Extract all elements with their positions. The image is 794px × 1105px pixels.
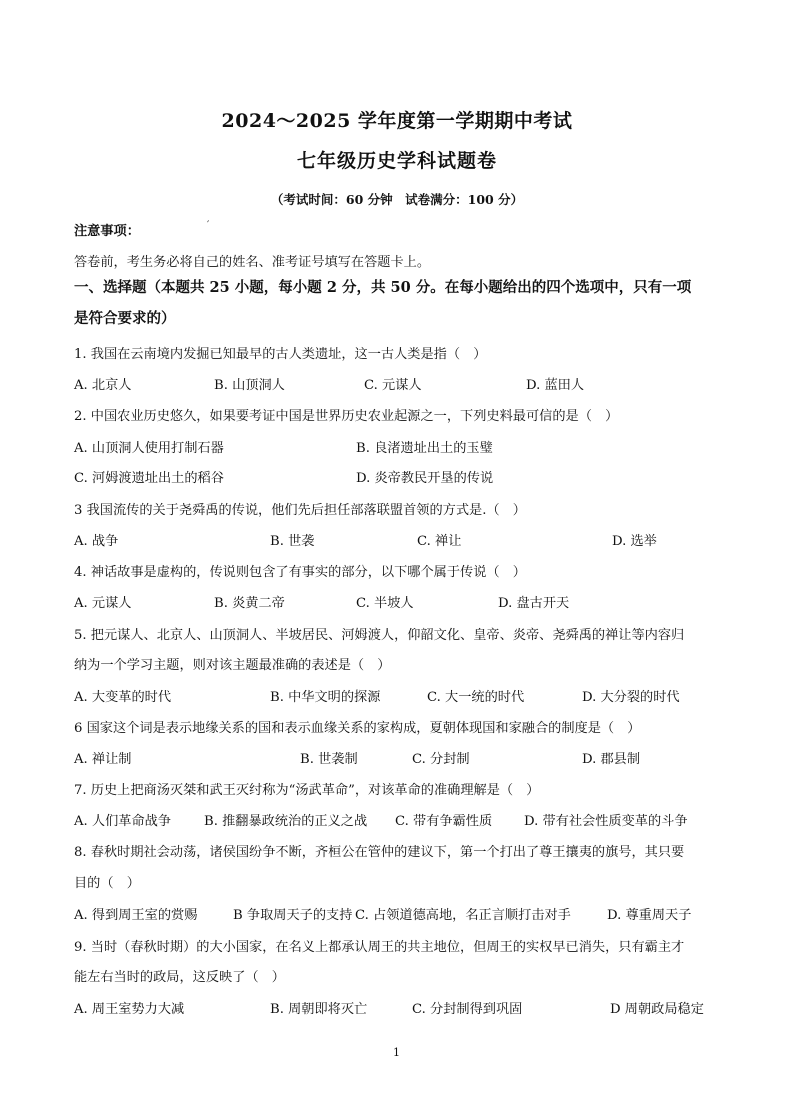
stray-mark: ′ [207, 220, 210, 231]
option-6a: A. 禅让制 [74, 752, 132, 767]
option-1c: C. 元谋人 [364, 378, 422, 393]
option-1a: A. 北京人 [74, 378, 132, 393]
option-2d: D. 炎帝教民开垦的传说 [356, 471, 494, 486]
option-8a: A. 得到周王室的赏赐 [74, 908, 198, 923]
option-7c: C. 带有争霸性质 [395, 814, 493, 829]
page-number: 1 [393, 1046, 400, 1059]
option-9a: A. 周王室势力大减 [74, 1002, 185, 1017]
option-8c: C. 占领道德高地，名正言顺打击对手 [355, 908, 571, 923]
option-5c: C. 大一统的时代 [427, 690, 525, 705]
option-5b: B. 中华文明的探源 [270, 690, 381, 705]
option-9b: B. 周朝即将灭亡 [270, 1002, 368, 1017]
question-7: 7. 历史上把商汤灭桀和武王灭纣称为“汤武革命”，对该革命的准确理解是（ ） [74, 783, 540, 798]
option-1b: B. 山顶洞人 [214, 378, 285, 393]
question-2: 2. 中国农业历史悠久，如果要考证中国是世界历史农业起源之一，下列史料最可信的是（ ） [74, 409, 619, 424]
option-2a: A. 山顶洞人使用打制石器 [74, 441, 224, 456]
section-heading: 一、选择题（本题共 25 小题，每小题 2 分，共 50 分。在每小题给出的四个选项中，只有一项 [74, 279, 692, 296]
option-6c: C. 分封制 [412, 752, 470, 767]
question-6: 6 国家这个词是表示地缘关系的国和表示血缘关系的家构成，夏朝体现国和家融合的制度是（ ） [74, 721, 641, 736]
option-4a: A. 元谋人 [74, 596, 132, 611]
option-6d: D. 郡县制 [582, 752, 641, 767]
option-4b: B. 炎黄二帝 [214, 596, 285, 611]
exam-info: （考试时间：60 分钟 试卷满分：100 分） [270, 192, 524, 207]
notes-label: 注意事项： [74, 224, 140, 239]
option-8b: B 争取周天子的支持 [233, 908, 353, 923]
option-9d: D 周朝政局稳定 [610, 1002, 704, 1017]
option-7a: A. 人们革命战争 [74, 814, 172, 829]
question-5: 5. 把元谋人、北京人、山顶洞人、半坡居民、河姆渡人，仰韶文化、皇帝、炎帝、尧舜禹的禅让等内容归 [74, 628, 685, 643]
option-8d: D. 尊重周天子 [607, 908, 692, 923]
option-3b: B. 世袭 [270, 534, 315, 549]
option-1d: D. 蓝田人 [526, 378, 585, 393]
option-5a: A. 大变革的时代 [74, 690, 172, 705]
question-8: 8. 春秋时期社会动荡，诸侯国纷争不断，齐桓公在管仲的建议下，第一个打出了尊王攘夷的旗号，其只要 [74, 845, 685, 860]
question-9: 9. 当时（春秋时期）的大小国家，在名义上都承认周王的共主地位，但周王的实权早已消失，只有霸主才 [74, 940, 685, 955]
notes-text: 答卷前，考生务必将自己的姓名、准考证号填写在答题卡上。 [74, 255, 431, 270]
option-3a: A. 战争 [74, 534, 119, 549]
question-3: 3 我国流传的关于尧舜禹的传说，他们先后担任部落联盟首领的方式是.（ ） [74, 503, 526, 518]
option-6b: B. 世袭制 [300, 752, 358, 767]
exam-title: 2024～2025 学年度第一学期期中考试 [221, 110, 573, 132]
option-5d: D. 大分裂的时代 [582, 690, 680, 705]
question-4: 4. 神话故事是虚构的，传说则包含了有事实的部分，以下哪个属于传说（ ） [74, 565, 526, 580]
question-1: 1. 我国在云南境内发掘已知最早的古人类遗址，这一古人类是指（ ） [74, 347, 487, 362]
option-3d: D. 选举 [612, 534, 657, 549]
exam-subtitle: 七年级历史学科试题卷 [296, 150, 497, 172]
option-7d: D. 带有社会性质变革的斗争 [524, 814, 688, 829]
option-2b: B. 良渚遗址出土的玉璧 [356, 441, 493, 456]
option-9c: C. 分封制得到巩固 [412, 1002, 523, 1017]
option-4d: D. 盘古开天 [498, 596, 570, 611]
option-2c: C. 河姆渡遗址出土的稻谷 [74, 471, 224, 486]
question-8-cont: 目的（ ） [74, 876, 140, 891]
question-5-cont: 纳为一个学习主题，则对该主题最准确的表述是（ ） [74, 658, 391, 673]
option-4c: C. 半坡人 [356, 596, 414, 611]
option-7b: B. 推翻暴政统治的正义之战 [204, 814, 368, 829]
option-3c: C. 禅让 [417, 534, 462, 549]
question-9-cont: 能左右当时的政局，这反映了（ ） [74, 970, 285, 985]
section-heading-cont: 是符合要求的） [74, 310, 176, 327]
